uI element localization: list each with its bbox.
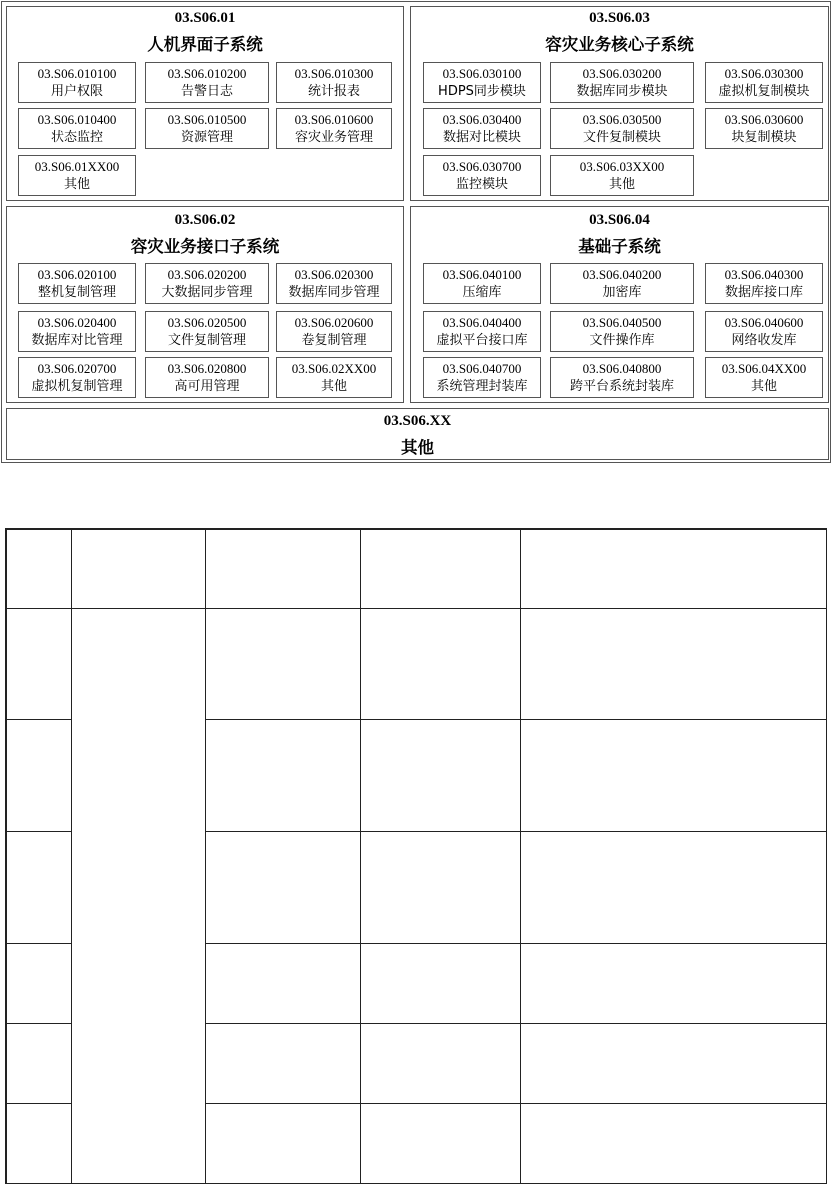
subsystem-panel-base [410, 206, 829, 403]
module-box [145, 62, 269, 103]
module-code: 03.S06.030600 [724, 112, 804, 127]
table-cell [360, 528, 520, 608]
module-code: 03.S06.040800 [582, 361, 662, 376]
module-box [18, 357, 136, 398]
table-cell [520, 608, 827, 719]
table-cell [5, 1103, 71, 1184]
module-code: 03.S06.040700 [442, 361, 522, 376]
subsystem-name: 容灾业务核心子系统 [545, 35, 694, 54]
module-name: 容灾业务管理 [294, 130, 373, 145]
module-name: 数据库同步管理 [288, 285, 380, 300]
module-box [145, 108, 269, 149]
module-box [550, 155, 694, 196]
table-cell [205, 1103, 360, 1184]
module-name: 加密库 [602, 285, 642, 300]
subsystem-panel-ui [6, 6, 404, 201]
module-name: 数据对比模块 [442, 130, 521, 145]
module-code: 03.S06.02XX00 [291, 361, 377, 376]
module-code: 03.S06.010500 [167, 112, 247, 127]
module-box [705, 263, 823, 304]
module-box [145, 263, 269, 304]
module-code: 03.S06.020300 [294, 267, 374, 282]
module-name: 告警日志 [180, 84, 233, 99]
module-code: 03.S06.020800 [167, 361, 247, 376]
module-code: 03.S06.040600 [724, 315, 804, 330]
module-name: 文件复制管理 [167, 333, 246, 348]
table-merged-cell [71, 608, 205, 1184]
module-box [18, 108, 136, 149]
module-code: 03.S06.01XX00 [34, 159, 120, 174]
module-code: 03.S06.010100 [37, 66, 117, 81]
subsystem-name: 人机界面子系统 [147, 35, 263, 54]
table-cell [360, 1023, 520, 1103]
module-box [423, 263, 541, 304]
module-name: 其他 [63, 177, 90, 192]
table-cell [360, 608, 520, 719]
table-cell [520, 943, 827, 1023]
table-cell [205, 943, 360, 1023]
module-code: 03.S06.030400 [442, 112, 522, 127]
module-code: 03.S06.020400 [37, 315, 117, 330]
subsystem-name: 容灾业务接口子系统 [130, 237, 280, 256]
module-code: 03.S06.030200 [582, 66, 662, 81]
module-box [18, 155, 136, 196]
module-name: 状态监控 [50, 130, 103, 145]
module-name: 其他 [750, 379, 777, 394]
module-name: 数据库接口库 [724, 285, 803, 300]
table-cell [520, 1103, 827, 1184]
module-name: 高可用管理 [174, 379, 240, 394]
module-code: 03.S06.030500 [582, 112, 662, 127]
module-code: 03.S06.010600 [294, 112, 374, 127]
module-code: 03.S06.030100 [442, 66, 522, 81]
module-code: 03.S06.03XX00 [579, 159, 665, 174]
module-name: 大数据同步管理 [161, 285, 253, 300]
empty-grid-table [5, 528, 827, 1184]
subsystem-code: 03.S06.03 [589, 10, 650, 26]
module-code: 03.S06.010200 [167, 66, 247, 81]
subsystem-code: 03.S06.XX [383, 413, 452, 429]
module-box [423, 108, 541, 149]
module-name: 数据库对比管理 [31, 333, 123, 348]
table-cell [205, 608, 360, 719]
table-cell [5, 1023, 71, 1103]
module-name: 压缩库 [462, 285, 502, 300]
module-box [423, 62, 541, 103]
module-code: 03.S06.040400 [442, 315, 522, 330]
table-cell [360, 831, 520, 943]
module-name: 虚拟机复制模块 [718, 84, 810, 99]
module-name: 块复制模块 [731, 130, 797, 145]
module-box [550, 311, 694, 352]
module-code: 03.S06.040100 [442, 267, 522, 282]
table-cell [5, 528, 71, 608]
module-name: 数据库同步模块 [576, 84, 668, 99]
module-name: 统计报表 [307, 84, 360, 99]
table-cell [5, 943, 71, 1023]
module-code: 03.S06.040500 [582, 315, 662, 330]
subsystem-code: 03.S06.01 [174, 10, 236, 26]
table-cell [205, 528, 360, 608]
module-box [423, 155, 541, 196]
table-cell [360, 1103, 520, 1184]
subsystem-panel-other [6, 408, 829, 460]
module-box [145, 357, 269, 398]
table-cell [360, 719, 520, 831]
module-code: 03.S06.040300 [724, 267, 804, 282]
module-name: 虚拟机复制管理 [31, 379, 123, 394]
module-code: 03.S06.020200 [167, 267, 247, 282]
module-box [705, 357, 823, 398]
module-code: 03.S06.020500 [167, 315, 247, 330]
module-name: 其他 [320, 379, 347, 394]
table-cell [5, 608, 71, 719]
module-box [550, 357, 694, 398]
module-name: 网络收发库 [731, 333, 797, 348]
module-box [550, 62, 694, 103]
table-cell [520, 719, 827, 831]
module-box [423, 357, 541, 398]
module-name: 跨平台系统封装库 [569, 379, 674, 394]
table-cell [360, 943, 520, 1023]
module-name: 文件复制模块 [582, 130, 661, 145]
module-name: 监控模块 [455, 177, 508, 192]
module-code: 03.S06.040200 [582, 267, 662, 282]
subsystem-panel-interface [6, 206, 404, 403]
module-box [18, 62, 136, 103]
module-code: 03.S06.020700 [37, 361, 117, 376]
subsystem-panel-core [410, 6, 829, 201]
table-cell [520, 528, 827, 608]
table-cell [205, 719, 360, 831]
module-name: 卷复制管理 [301, 333, 367, 348]
subsystem-name: 基础子系统 [578, 237, 661, 256]
module-box [18, 311, 136, 352]
table-cell [71, 528, 205, 608]
subsystem-code: 03.S06.02 [174, 212, 236, 228]
module-code: 03.S06.030300 [724, 66, 804, 81]
table-cell [5, 831, 71, 943]
module-code: 03.S06.010400 [37, 112, 117, 127]
module-box [705, 62, 823, 103]
module-box [276, 311, 392, 352]
module-name: 其他 [608, 177, 635, 192]
module-box [276, 108, 392, 149]
table-cell [520, 1023, 827, 1103]
module-box [705, 108, 823, 149]
module-box [18, 263, 136, 304]
module-name: HDPS同步模块 [438, 84, 526, 99]
module-name: 资源管理 [180, 130, 233, 145]
module-name: 虚拟平台接口库 [436, 333, 528, 348]
module-name: 用户权限 [50, 84, 103, 99]
module-code: 03.S06.020600 [294, 315, 374, 330]
module-name: 整机复制管理 [37, 285, 116, 300]
module-box [276, 357, 392, 398]
module-box [550, 263, 694, 304]
module-box [276, 263, 392, 304]
table-cell [205, 831, 360, 943]
module-code: 03.S06.04XX00 [721, 361, 807, 376]
table-cell [205, 1023, 360, 1103]
module-box [145, 311, 269, 352]
module-box [276, 62, 392, 103]
table-cell [5, 719, 71, 831]
subsystem-code: 03.S06.04 [589, 212, 650, 228]
module-name: 文件操作库 [589, 333, 655, 348]
module-name: 系统管理封装库 [436, 379, 528, 394]
module-code: 03.S06.020100 [37, 267, 117, 282]
module-box [550, 108, 694, 149]
table-cell [520, 831, 827, 943]
subsystem-name: 其他 [401, 438, 434, 457]
module-box [705, 311, 823, 352]
module-code: 03.S06.030700 [442, 159, 522, 174]
module-code: 03.S06.010300 [294, 66, 374, 81]
module-box [423, 311, 541, 352]
